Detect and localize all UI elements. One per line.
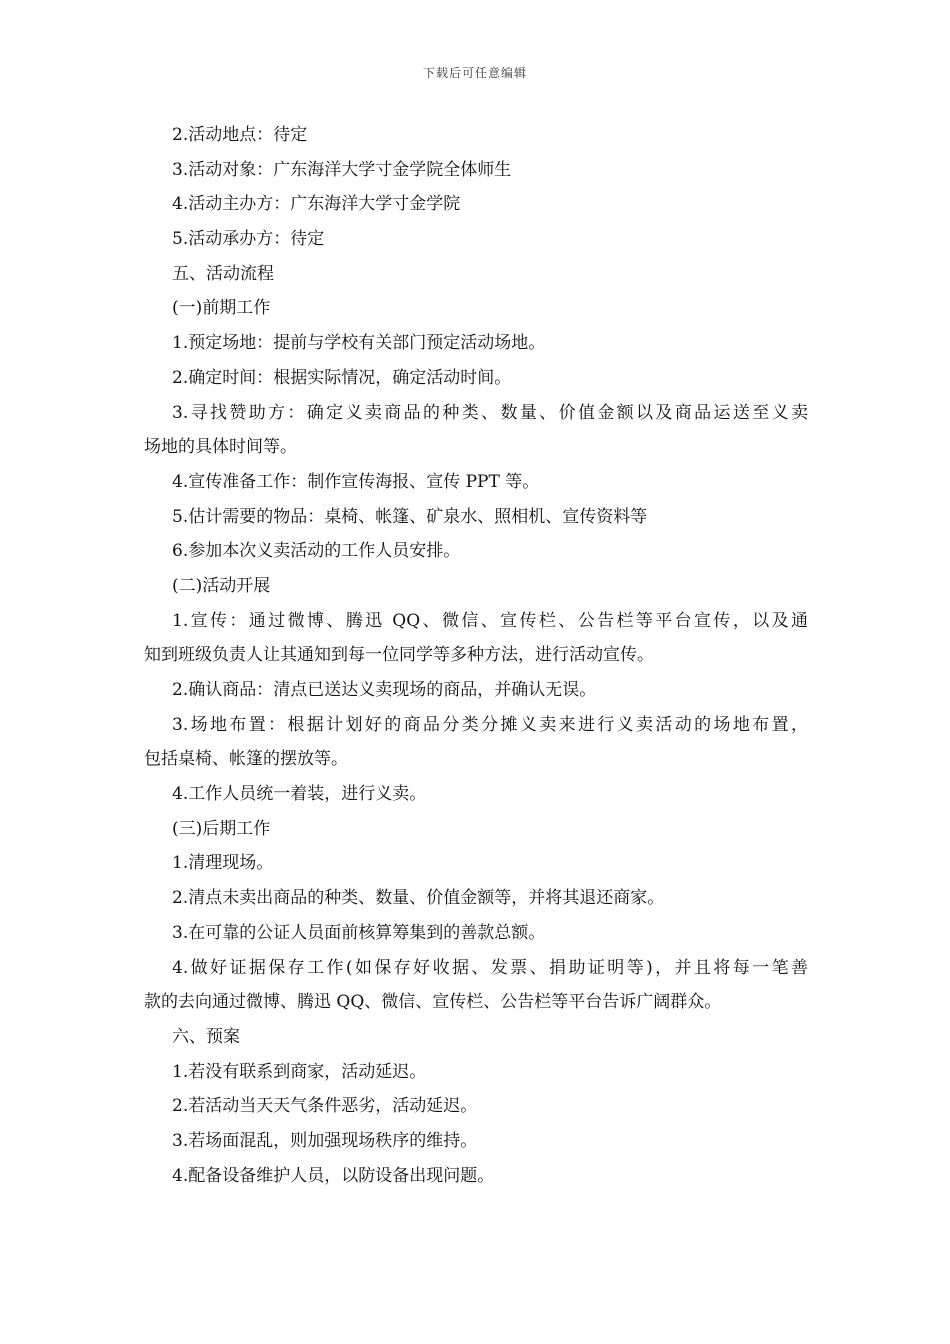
- paragraph-line: 3.若场面混乱，则加强现场秩序的维持。: [172, 1130, 478, 1151]
- paragraph-line: 知到班级负责人让其通知到每一位同学等多种方法，进行活动宣传。: [144, 645, 654, 666]
- paragraph-line: 2.确认商品：清点已送达义卖现场的商品，并确认无误。: [172, 680, 597, 700]
- paragraph-line: 1.清理现场。: [172, 853, 274, 874]
- paragraph-line: 2.若活动当天天气条件恶劣，活动延迟。: [172, 1096, 478, 1117]
- paragraph-line: 2.清点未卖出商品的种类、数量、价值金额等，并将其退还商家。: [172, 888, 665, 909]
- paragraph-line: 1.预定场地：提前与学校有关部门预定活动场地。: [172, 333, 546, 354]
- paragraph-line: 4.活动主办方：广东海洋大学寸金学院: [172, 194, 461, 215]
- paragraph-line: 3.场地布置：根据计划好的商品分类分摊义卖来进行义卖活动的场地布置，: [172, 714, 808, 735]
- paragraph-line: 4.宣传准备工作：制作宣传海报、宣传 PPT 等。: [172, 471, 540, 492]
- paragraph-line: 3.活动对象：广东海洋大学寸金学院全体师生: [172, 159, 512, 180]
- document-body: [144, 118, 808, 1193]
- paragraph-line: 4.工作人员统一着装，进行义卖。: [172, 784, 427, 805]
- subsection-heading: (三)后期工作: [172, 818, 271, 839]
- subsection-heading: (二)活动开展: [172, 575, 271, 596]
- section-heading: 五、活动流程: [172, 263, 274, 284]
- paragraph-line: 1.宣传：通过微博、腾迅 QQ、微信、宣传栏、公告栏等平台宣传，以及通: [172, 610, 808, 631]
- paragraph-line: 4.配备设备维护人员，以防设备出现问题。: [172, 1165, 495, 1186]
- paragraph-line: 2.活动地点：待定: [172, 125, 308, 145]
- paragraph-line: 3.在可靠的公证人员面前核算筹集到的善款总额。: [172, 922, 546, 943]
- paragraph-line: 包括桌椅、帐篷的摆放等。: [144, 749, 348, 770]
- page-header: 下载后可任意编辑: [422, 66, 527, 80]
- paragraph-line: 1.若没有联系到商家，活动延迟。: [172, 1061, 427, 1082]
- paragraph-line: 5.活动承办方：待定: [172, 229, 325, 250]
- section-heading: 六、预案: [172, 1026, 240, 1047]
- subsection-heading: (一)前期工作: [172, 298, 271, 319]
- paragraph-line: 3.寻找赞助方：确定义卖商品的种类、数量、价值金额以及商品运送至义卖: [172, 402, 808, 423]
- paragraph-line: 款的去向通过微博、腾迅 QQ、微信、宣传栏、公告栏等平台告诉广阔群众。: [144, 992, 722, 1013]
- paragraph-line: 5.估计需要的物品：桌椅、帐篷、矿泉水、照相机、宣传资料等: [172, 506, 648, 527]
- paragraph-line: 2.确定时间：根据实际情况，确定活动时间。: [172, 367, 512, 388]
- paragraph-line: 6.参加本次义卖活动的工作人员安排。: [172, 541, 461, 562]
- paragraph-line: 场地的具体时间等。: [144, 437, 297, 458]
- paragraph-line: 4.做好证据保存工作(如保存好收据、发票、捐助证明等)，并且将每一笔善: [172, 957, 808, 978]
